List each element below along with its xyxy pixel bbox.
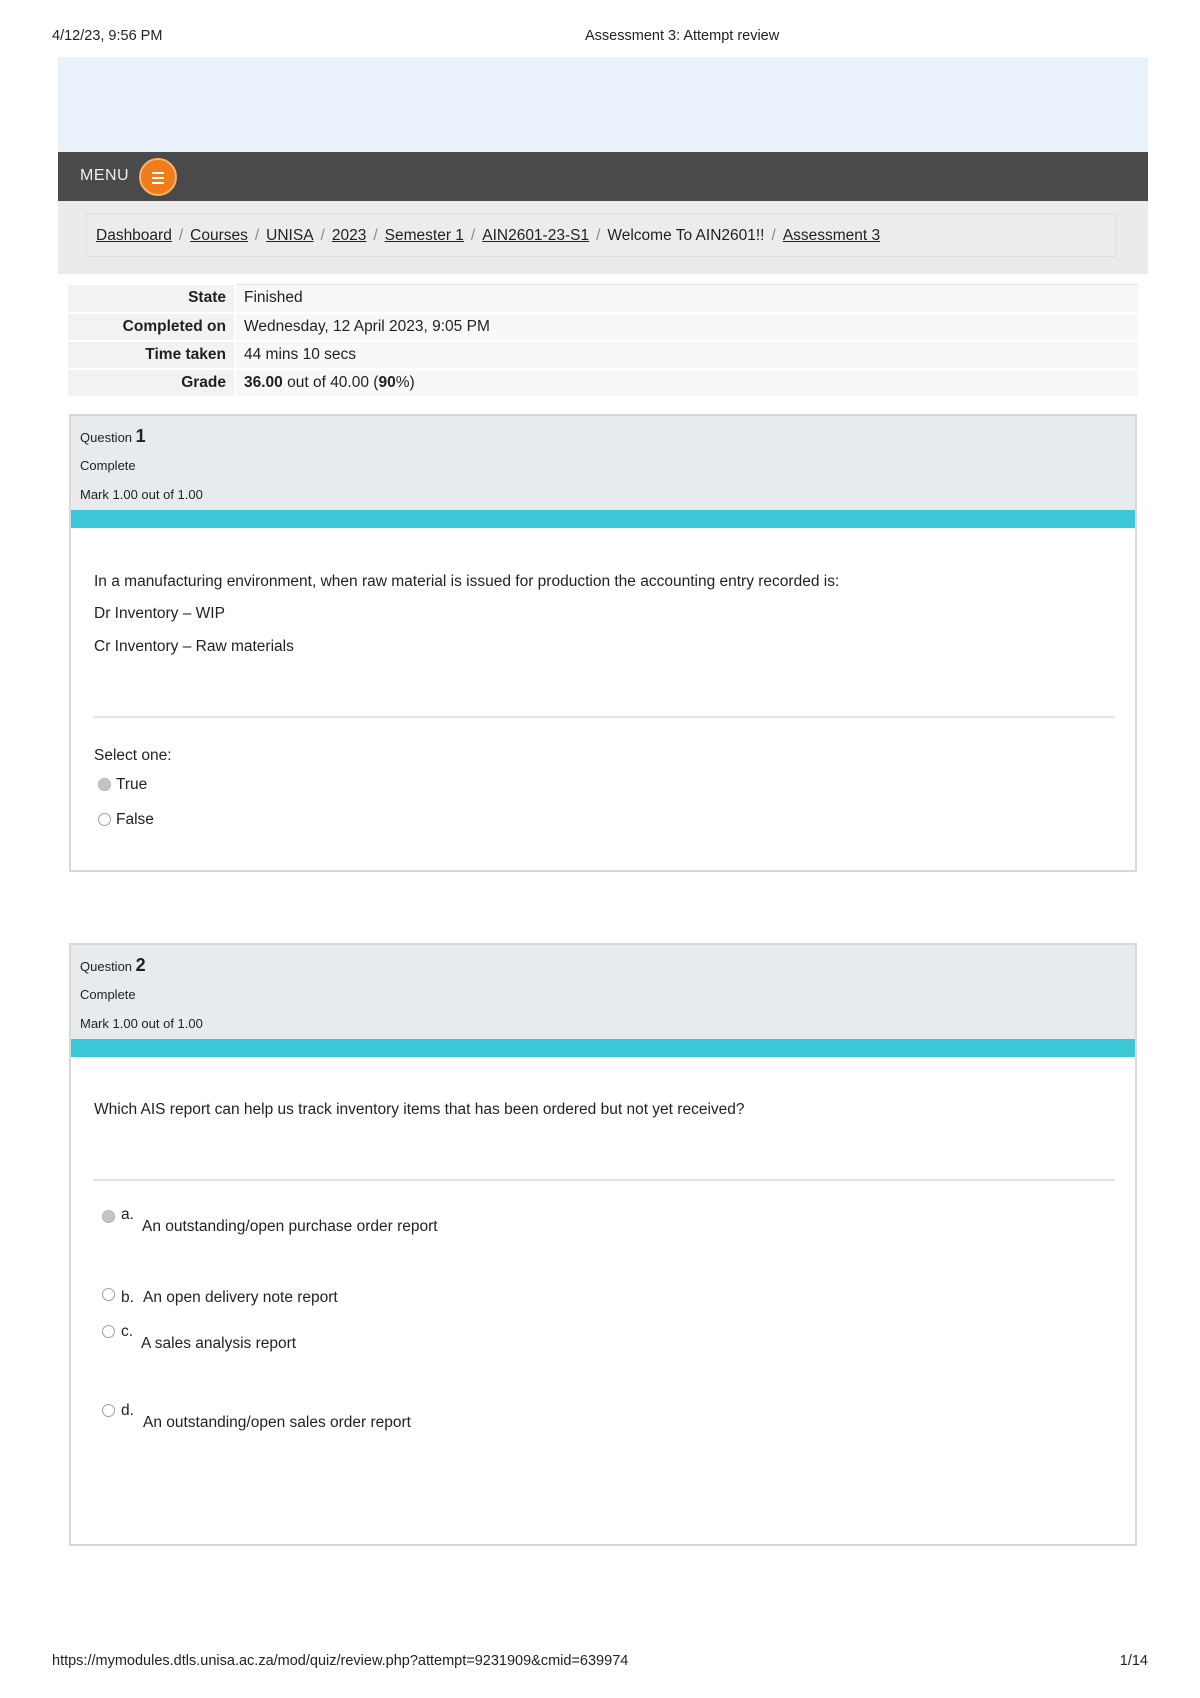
summary-row-time (68, 341, 1138, 369)
option-label-d[interactable]: An outstanding/open sales order report (143, 1414, 411, 1431)
question-text: Cr Inventory – Raw materials (94, 638, 294, 655)
summary-label: Time taken (68, 341, 235, 369)
breadcrumb-section: Welcome To AIN2601!! (607, 227, 765, 244)
option-radio-d[interactable] (102, 1404, 115, 1417)
divider (93, 716, 1115, 718)
question-1 (69, 414, 1137, 872)
option-letter-c: c. (121, 1323, 134, 1340)
option-radio-true[interactable] (98, 778, 111, 791)
print-date: 4/12/23, 9:56 PM (52, 28, 163, 44)
breadcrumb-year[interactable]: 2023 (331, 227, 367, 244)
question-state: Complete (80, 458, 136, 473)
site-banner (58, 57, 1148, 152)
summary-label: Grade (68, 369, 235, 397)
divider (93, 1179, 1115, 1181)
question-text: Which AIS report can help us track inventory items that has been ordered but not yet received? (94, 1101, 745, 1118)
question-2 (69, 943, 1137, 1546)
summary-row-state (68, 285, 1138, 313)
summary-row-grade (68, 369, 1138, 397)
option-label-true[interactable]: True (116, 776, 148, 793)
breadcrumb-dashboard[interactable]: Dashboard (96, 227, 172, 244)
question-stripe (71, 1039, 1135, 1057)
option-radio-a[interactable] (102, 1210, 115, 1223)
option-radio-b[interactable] (102, 1288, 115, 1301)
attempt-summary-table (68, 284, 1138, 398)
breadcrumb-semester[interactable]: Semester 1 (384, 227, 464, 244)
question-mark: Mark 1.00 out of 1.00 (80, 1016, 203, 1031)
summary-label: Completed on (68, 313, 235, 341)
summary-row-completed (68, 313, 1138, 341)
breadcrumb: Dashboard / Courses / UNISA / 2023 / Semester 1 / AIN2601-23-S1 / Welcome To AIN2601!! / Assessment 3 (86, 213, 1116, 257)
summary-value: Finished (235, 285, 1138, 313)
question-number: Question 1 (80, 426, 146, 446)
breadcrumb-region (58, 201, 1148, 274)
question-stripe (71, 510, 1135, 528)
question-info (71, 945, 1135, 1039)
menu-label[interactable]: MENU (80, 167, 130, 184)
summary-value: Wednesday, 12 April 2023, 9:05 PM (235, 313, 1138, 341)
hamburger-menu-icon[interactable] (139, 158, 177, 196)
select-one-prompt: Select one: (94, 747, 172, 764)
summary-label: State (68, 285, 235, 313)
top-navbar (58, 152, 1148, 201)
print-page-number: 1/14 (1119, 1653, 1148, 1669)
option-radio-false[interactable] (98, 813, 111, 826)
question-text: In a manufacturing environment, when raw material is issued for production the accounting entry recorded is: (94, 573, 840, 590)
option-letter-d: d. (121, 1402, 134, 1419)
breadcrumb-unisa[interactable]: UNISA (266, 227, 314, 244)
grade-score: 36.00 (244, 373, 283, 391)
question-number: Question 2 (80, 955, 146, 975)
option-label-c[interactable]: A sales analysis report (141, 1335, 297, 1352)
option-letter-b: b. (121, 1289, 134, 1306)
option-letter-a: a. (121, 1206, 134, 1223)
option-radio-c[interactable] (102, 1325, 115, 1338)
print-header (52, 28, 1148, 48)
option-label-false[interactable]: False (116, 811, 154, 828)
breadcrumb-assessment[interactable]: Assessment 3 (782, 227, 881, 244)
question-info (71, 416, 1135, 510)
breadcrumb-module[interactable]: AIN2601-23-S1 (482, 227, 590, 244)
option-label-b[interactable]: An open delivery note report (143, 1289, 338, 1306)
question-state: Complete (80, 987, 136, 1002)
breadcrumb-courses[interactable]: Courses (190, 227, 248, 244)
grade-percent: 90 (378, 373, 396, 391)
print-url: https://mymodules.dtls.unisa.ac.za/mod/quiz/review.php?attempt=9231909&cmid=639974 (52, 1653, 629, 1669)
question-text: Dr Inventory – WIP (94, 605, 225, 622)
print-page-title: Assessment 3: Attempt review (585, 28, 780, 44)
summary-value: 36.00 out of 40.00 (90%) (235, 369, 1138, 397)
question-mark: Mark 1.00 out of 1.00 (80, 487, 203, 502)
summary-value: 44 mins 10 secs (235, 341, 1138, 369)
option-label-a[interactable]: An outstanding/open purchase order report (142, 1218, 438, 1235)
